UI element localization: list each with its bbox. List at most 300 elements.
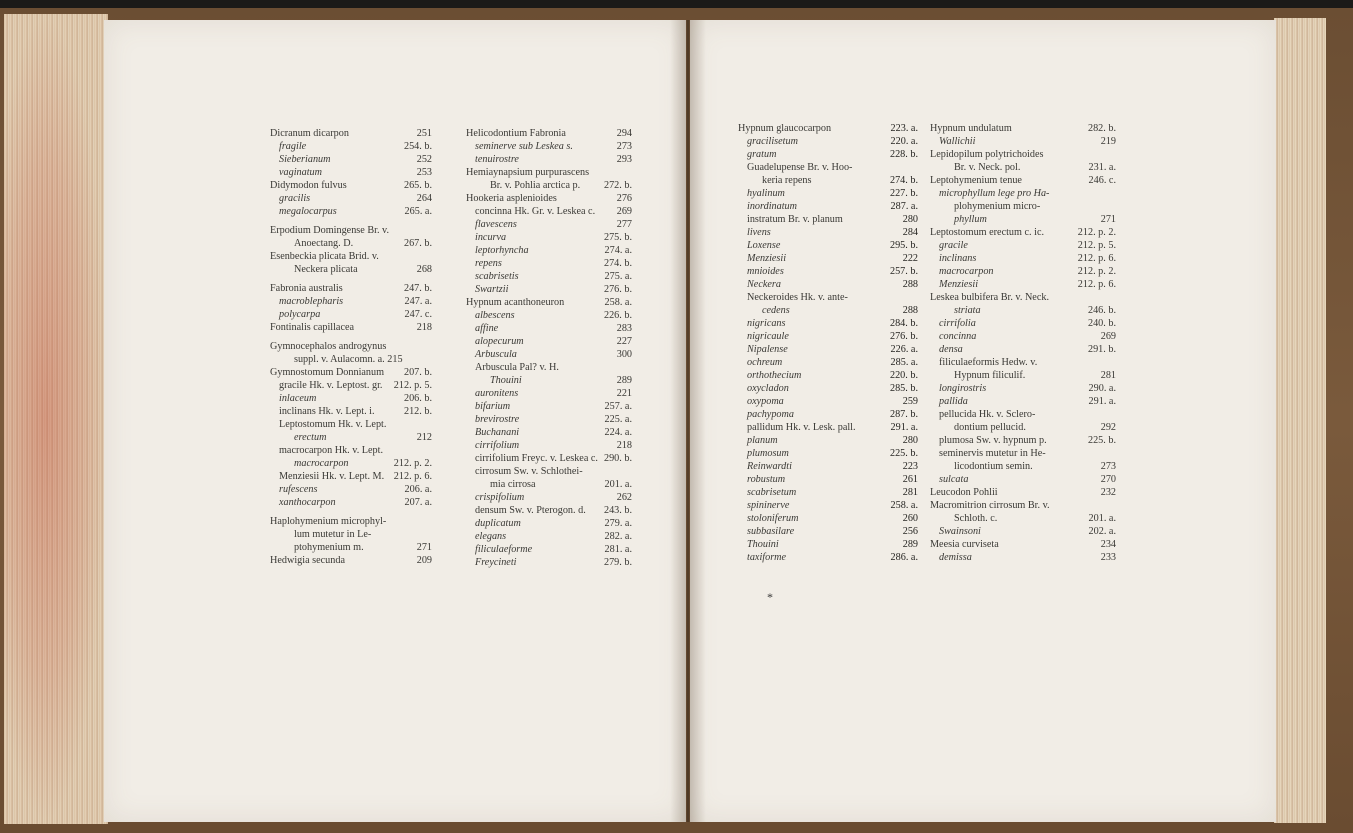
- index-entry: [738, 343, 918, 356]
- entry-page-number: 222: [902, 253, 918, 264]
- entry-name: planum: [747, 435, 778, 446]
- entry-name: longirostris: [939, 383, 987, 394]
- entry-page-number: 227. b.: [889, 188, 918, 199]
- entry-name: scabrisetis: [475, 271, 519, 282]
- entry-name: keria repens: [762, 175, 812, 186]
- index-entry: [738, 239, 918, 252]
- entry-name: scabrisetum: [747, 487, 797, 498]
- entry-page-number: 285. b.: [889, 383, 918, 394]
- entry-name: oxypoma: [747, 396, 784, 407]
- entry-name: Guadelupense Br. v. Hoo-: [747, 162, 853, 173]
- entry-page-number: 261: [902, 474, 918, 485]
- entry-name: pachypoma: [747, 409, 794, 420]
- index-entry: [466, 543, 632, 556]
- entry-page-number: 280: [902, 214, 918, 225]
- index-entry: [738, 421, 918, 434]
- entry-name: bifarium: [475, 401, 511, 412]
- index-entry: [930, 330, 1116, 343]
- entry-page-number: 291. a.: [1088, 396, 1116, 407]
- index-entry: [466, 244, 632, 257]
- index-entry: [270, 308, 432, 321]
- entry-page-number: 282. b.: [1087, 123, 1116, 134]
- index-entry: [466, 374, 632, 387]
- index-entry: [270, 366, 432, 379]
- entry-page-number: 206. a.: [404, 484, 432, 495]
- index-entry: [738, 161, 918, 174]
- index-entry: [270, 515, 432, 528]
- index-entry: [466, 309, 632, 322]
- entry-name: demissa: [939, 552, 972, 563]
- entry-page-number: 225. b.: [1087, 435, 1116, 446]
- entry-name: subbasilare: [747, 526, 795, 537]
- entry-page-number: 265. b.: [403, 180, 432, 191]
- index-entry: [466, 491, 632, 504]
- index-entry: [270, 379, 432, 392]
- index-entry: [466, 283, 632, 296]
- entry-page-number: 270: [1100, 474, 1116, 485]
- entry-page-number: 285. a.: [890, 357, 918, 368]
- index-entry: [466, 140, 632, 153]
- entry-name: Sieberianum: [279, 154, 331, 165]
- entry-name: pellucida Hk. v. Sclero-: [939, 409, 1036, 420]
- index-entry: [930, 434, 1116, 447]
- index-entry: [930, 460, 1116, 473]
- entry-page-number: 221: [616, 388, 632, 399]
- entry-name: macrocarpon: [294, 458, 349, 469]
- entry-name: pallidum Hk. v. Lesk. pall.: [747, 422, 856, 433]
- entry-name: Thouini: [747, 539, 779, 550]
- entry-name: seminervis mutetur in He-: [939, 448, 1046, 459]
- index-column-4: [930, 122, 1116, 564]
- entry-name: striata: [954, 305, 981, 316]
- index-entry: [930, 252, 1116, 265]
- index-entry: [930, 148, 1116, 161]
- entry-name: Loxense: [747, 240, 781, 251]
- entry-page-number: 289: [902, 539, 918, 550]
- entry-page-number: 282. a.: [604, 531, 632, 542]
- book-gutter: [670, 20, 706, 822]
- entry-name: hyalinum: [747, 188, 785, 199]
- index-entry: [738, 265, 918, 278]
- entry-page-number: 232: [1100, 487, 1116, 498]
- index-entry: [270, 340, 432, 353]
- entry-page-number: 271: [416, 542, 432, 553]
- index-entry: [738, 226, 918, 239]
- entry-name: plohymenium micro-: [954, 201, 1041, 212]
- index-entry: [270, 353, 432, 366]
- index-entry: [930, 382, 1116, 395]
- entry-name: concinna Hk. Gr. v. Leskea c.: [475, 206, 596, 217]
- index-entry: [930, 486, 1116, 499]
- entry-name: gracile: [939, 240, 968, 251]
- entry-name: plumosum: [747, 448, 789, 459]
- index-entry: [738, 122, 918, 135]
- entry-page-number: 247. b.: [403, 283, 432, 294]
- entry-name: polycarpa: [279, 309, 321, 320]
- entry-name: ochreum: [747, 357, 783, 368]
- index-entry: [466, 439, 632, 452]
- entry-name: erectum: [294, 432, 327, 443]
- entry-page-number: 212. p. 5.: [393, 380, 432, 391]
- entry-name: Hypnum acanthoneuron: [466, 297, 565, 308]
- entry-name: plumosa Sw. v. hypnum p.: [939, 435, 1047, 446]
- entry-page-number: 281: [1100, 370, 1116, 381]
- index-entry: [466, 517, 632, 530]
- index-entry: [270, 192, 432, 205]
- index-entry: [738, 369, 918, 382]
- entry-name: Leptostomum erectum c. ic.: [930, 227, 1045, 238]
- entry-page-number: 258. a.: [604, 297, 632, 308]
- entry-name: Menziesii: [747, 253, 787, 264]
- entry-name: Swainsoni: [939, 526, 981, 537]
- index-entry: [738, 473, 918, 486]
- entry-name: Nipalense: [747, 344, 788, 355]
- entry-page-number: 272. b.: [603, 180, 632, 191]
- index-entry: [270, 166, 432, 179]
- index-entry: [270, 321, 432, 334]
- entry-name: spininerve: [747, 500, 790, 511]
- page-edges-left: [4, 14, 108, 824]
- entry-page-number: 260: [902, 513, 918, 524]
- index-entry: [270, 554, 432, 567]
- entry-name: Leskea bulbifera Br. v. Neck.: [930, 292, 1049, 303]
- index-entry: [930, 278, 1116, 291]
- entry-name: Hookeria asplenioides: [466, 193, 557, 204]
- index-entry: [738, 135, 918, 148]
- entry-page-number: 275. b.: [603, 232, 632, 243]
- entry-name: albescens: [475, 310, 515, 321]
- index-entry: [270, 237, 432, 250]
- index-entry: [270, 444, 432, 457]
- entry-name: Hypnum filiculif.: [954, 370, 1026, 381]
- entry-name: dontium pellucid.: [954, 422, 1026, 433]
- index-entry: [738, 525, 918, 538]
- index-entry: [738, 291, 918, 304]
- index-entry: [270, 496, 432, 509]
- index-entry: [466, 166, 632, 179]
- index-column-3: [738, 122, 918, 564]
- entry-page-number: 212: [416, 432, 432, 443]
- entry-page-number: 226. a.: [890, 344, 918, 355]
- entry-name: densum Sw. v. Pterogon. d.: [475, 505, 586, 516]
- entry-page-number: 247. c.: [404, 309, 432, 320]
- entry-page-number: 293: [616, 154, 632, 165]
- index-entry: [930, 226, 1116, 239]
- entry-name: microphyllum lege pro Ha-: [939, 188, 1050, 199]
- entry-page-number: 288: [902, 279, 918, 290]
- entry-page-number: 281: [902, 487, 918, 498]
- entry-name: gracilis: [279, 193, 311, 204]
- entry-name: Schloth. c.: [954, 513, 998, 524]
- entry-page-number: 288: [902, 305, 918, 316]
- entry-name: gracilisetum: [747, 136, 798, 147]
- entry-page-number: 256: [902, 526, 918, 537]
- index-entry: [738, 434, 918, 447]
- entry-name: Neckeroides Hk. v. ante-: [747, 292, 848, 303]
- index-entry: [738, 512, 918, 525]
- entry-page-number: 253: [416, 167, 432, 178]
- entry-name: seminerve sub Leskea s.: [475, 141, 573, 152]
- index-entry: [930, 525, 1116, 538]
- index-entry: [270, 392, 432, 405]
- entry-name: crispifolium: [475, 492, 525, 503]
- entry-page-number: 295. b.: [889, 240, 918, 251]
- entry-page-number: 202. a.: [1088, 526, 1116, 537]
- entry-page-number: 269: [1100, 331, 1116, 342]
- entry-name: orthothecium: [747, 370, 802, 381]
- entry-name: Br. v. Pohlia arctica p.: [490, 180, 581, 191]
- entry-name: Swartzii: [475, 284, 509, 295]
- index-entry: [466, 400, 632, 413]
- index-entry: [738, 499, 918, 512]
- entry-name: macrocarpon Hk. v. Lept.: [279, 445, 384, 456]
- index-entry: [270, 405, 432, 418]
- entry-page-number: 212. p. 6.: [1077, 253, 1116, 264]
- entry-name: elegans: [475, 531, 507, 542]
- entry-name: Macromitrion cirrosum Br. v.: [930, 500, 1050, 511]
- entry-page-number: 228. b.: [889, 149, 918, 160]
- entry-name: pallida: [939, 396, 968, 407]
- index-entry: [466, 192, 632, 205]
- index-entry: [930, 538, 1116, 551]
- index-entry: [466, 387, 632, 400]
- index-entry: [930, 369, 1116, 382]
- page-edges-right: [1274, 18, 1326, 823]
- entry-name: gracile Hk. v. Leptost. gr.: [279, 380, 383, 391]
- index-entry: [270, 179, 432, 192]
- index-entry: [930, 317, 1116, 330]
- entry-page-number: 276: [616, 193, 632, 204]
- entry-page-number: 218: [416, 322, 432, 333]
- index-entry: [930, 421, 1116, 434]
- entry-name: phyllum: [954, 214, 987, 225]
- entry-page-number: 273: [616, 141, 632, 152]
- entry-name: inclinans: [939, 253, 977, 264]
- entry-name: Arbuscula Pal? v. H.: [475, 362, 559, 373]
- entry-name: mia cirrosa: [490, 479, 536, 490]
- entry-name: Fabronia australis: [270, 283, 343, 294]
- entry-page-number: 291. b.: [1087, 344, 1116, 355]
- index-entry: [466, 205, 632, 218]
- entry-name: stoloniferum: [747, 513, 799, 524]
- index-entry: [270, 250, 432, 263]
- entry-name: Gymnostomum Donnianum: [270, 367, 385, 378]
- entry-page-number: 220. a.: [890, 136, 918, 147]
- entry-page-number: 207. b.: [403, 367, 432, 378]
- index-column-1: [270, 127, 432, 567]
- entry-name: affine: [475, 323, 499, 334]
- entry-page-number: 281. a.: [604, 544, 632, 555]
- entry-page-number: 226. b.: [603, 310, 632, 321]
- index-entry: [930, 239, 1116, 252]
- entry-name: Gymnocephalos androgynus: [270, 341, 387, 352]
- entry-name: macroblepharis: [279, 296, 344, 307]
- entry-page-number: 223. a.: [890, 123, 918, 134]
- index-entry: [930, 473, 1116, 486]
- index-entry: [466, 452, 632, 465]
- index-entry: [466, 296, 632, 309]
- index-entry: [466, 127, 632, 140]
- entry-page-number: 212. p. 6.: [393, 471, 432, 482]
- entry-page-number: 246. c.: [1088, 175, 1116, 186]
- entry-page-number: 277: [616, 219, 632, 230]
- entry-name: Menziesii Hk. v. Lept. M.: [279, 471, 385, 482]
- entry-page-number: 275. a.: [604, 271, 632, 282]
- index-entry: [738, 382, 918, 395]
- entry-page-number: 252: [416, 154, 432, 165]
- entry-name: Arbuscula: [475, 349, 517, 360]
- entry-name: inlaceum: [279, 393, 317, 404]
- entry-page-number: 276. b.: [603, 284, 632, 295]
- entry-name: instratum Br. v. planum: [747, 214, 843, 225]
- entry-name: tenuirostre: [475, 154, 519, 165]
- index-entry: [466, 413, 632, 426]
- entry-page-number: 212. p. 6.: [1077, 279, 1116, 290]
- index-entry: [270, 457, 432, 470]
- entry-name: fragile: [279, 141, 307, 152]
- index-entry: [930, 174, 1116, 187]
- index-entry: [930, 135, 1116, 148]
- entry-name: xanthocarpon: [279, 497, 336, 508]
- index-entry: [930, 356, 1116, 369]
- entry-name: filiculaeformis Hedw. v.: [939, 357, 1038, 368]
- index-entry: [466, 257, 632, 270]
- index-entry: [738, 447, 918, 460]
- entry-name: taxiforme: [747, 552, 787, 563]
- entry-name: macrocarpon: [939, 266, 994, 277]
- entry-name: filiculaeforme: [475, 544, 533, 555]
- index-entry: [930, 213, 1116, 226]
- entry-page-number: 257. a.: [604, 401, 632, 412]
- entry-name: incurva: [475, 232, 507, 243]
- entry-page-number: 286. a.: [890, 552, 918, 563]
- entry-name: Hedwigia secunda: [270, 555, 345, 566]
- index-entry: [738, 304, 918, 317]
- index-entry: [466, 218, 632, 231]
- entry-page-number: 257. b.: [889, 266, 918, 277]
- index-entry: [466, 270, 632, 283]
- index-entry: [738, 330, 918, 343]
- entry-name: Didymodon fulvus: [270, 180, 347, 191]
- index-entry: [738, 174, 918, 187]
- entry-page-number: 268: [416, 264, 432, 275]
- index-entry: [930, 187, 1116, 200]
- index-entry: [738, 148, 918, 161]
- entry-name: densa: [939, 344, 963, 355]
- entry-name: mnioides: [747, 266, 784, 277]
- entry-page-number: 223: [902, 461, 918, 472]
- index-entry: [270, 483, 432, 496]
- index-entry: [738, 187, 918, 200]
- index-entry: [738, 395, 918, 408]
- index-entry: [270, 470, 432, 483]
- entry-page-number: 227: [616, 336, 632, 347]
- entry-page-number: 224. a.: [604, 427, 632, 438]
- entry-name: nigricaule: [747, 331, 789, 342]
- entry-page-number: 258. a.: [890, 500, 918, 511]
- entry-name: Buchanani: [475, 427, 520, 438]
- index-entry: [270, 205, 432, 218]
- index-entry: [466, 361, 632, 374]
- entry-page-number: 212. p. 2.: [1077, 266, 1116, 277]
- entry-name: inordinatum: [747, 201, 797, 212]
- entry-page-number: 284: [902, 227, 918, 238]
- index-entry: [930, 499, 1116, 512]
- entry-page-number: 287. a.: [890, 201, 918, 212]
- index-entry: [738, 213, 918, 226]
- entry-page-number: 287. b.: [889, 409, 918, 420]
- entry-name: Haplohymenium microphyl-: [270, 516, 387, 527]
- entry-name: repens: [475, 258, 502, 269]
- entry-page-number: 300: [616, 349, 632, 360]
- entry-page-number: 225. b.: [889, 448, 918, 459]
- index-entry: [738, 278, 918, 291]
- index-entry: [738, 252, 918, 265]
- index-entry: [466, 504, 632, 517]
- entry-page-number: 267. b.: [403, 238, 432, 249]
- entry-page-number: 280: [902, 435, 918, 446]
- entry-name: sulcata: [939, 474, 969, 485]
- index-entry: [930, 122, 1116, 135]
- entry-page-number: 274. b.: [889, 175, 918, 186]
- index-entry: [930, 304, 1116, 317]
- index-entry: [270, 418, 432, 431]
- entry-page-number: 283: [616, 323, 632, 334]
- entry-name: brevirostre: [475, 414, 520, 425]
- entry-page-number: 269: [616, 206, 632, 217]
- entry-name: rufescens: [279, 484, 318, 495]
- entry-page-number: 274. a.: [604, 245, 632, 256]
- entry-page-number: 225. a.: [604, 414, 632, 425]
- entry-page-number: 274. b.: [603, 258, 632, 269]
- entry-name: Neckera: [747, 279, 781, 290]
- entry-name: cirrifolia: [939, 318, 976, 329]
- index-entry: [738, 486, 918, 499]
- entry-page-number: 284. b.: [889, 318, 918, 329]
- index-entry: [738, 200, 918, 213]
- entry-name: Hypnum undulatum: [930, 123, 1012, 134]
- entry-page-number: 254. b.: [403, 141, 432, 152]
- entry-page-number: 201. a.: [604, 479, 632, 490]
- entry-page-number: 209: [416, 555, 432, 566]
- index-entry: [270, 224, 432, 237]
- entry-page-number: 279. b.: [603, 557, 632, 568]
- entry-name: robustum: [747, 474, 786, 485]
- index-entry: [270, 282, 432, 295]
- index-entry: [270, 140, 432, 153]
- index-entry: [270, 127, 432, 140]
- index-entry: [270, 153, 432, 166]
- entry-name: nigricans: [747, 318, 786, 329]
- entry-name: livens: [747, 227, 771, 238]
- entry-name: concinna: [939, 331, 977, 342]
- index-entry: [930, 551, 1116, 564]
- entry-name: flavescens: [475, 219, 517, 230]
- entry-name: Dicranum dicarpon: [270, 128, 349, 139]
- entry-name: Hypnum glaucocarpon: [738, 123, 832, 134]
- entry-page-number: 259: [902, 396, 918, 407]
- entry-name: Meesia curviseta: [930, 539, 999, 550]
- index-entry: [738, 460, 918, 473]
- index-entry: [466, 348, 632, 361]
- entry-name: Leptostomum Hk. v. Lept.: [279, 419, 387, 430]
- entry-name: inclinans Hk. v. Lept. i.: [279, 406, 375, 417]
- index-entry: [466, 478, 632, 491]
- index-entry: [466, 556, 632, 569]
- entry-page-number: 212. p. 2.: [1077, 227, 1116, 238]
- entry-name: suppl. v. Aulacomn. a. 215: [294, 354, 403, 365]
- entry-page-number: 231. a.: [1088, 162, 1116, 173]
